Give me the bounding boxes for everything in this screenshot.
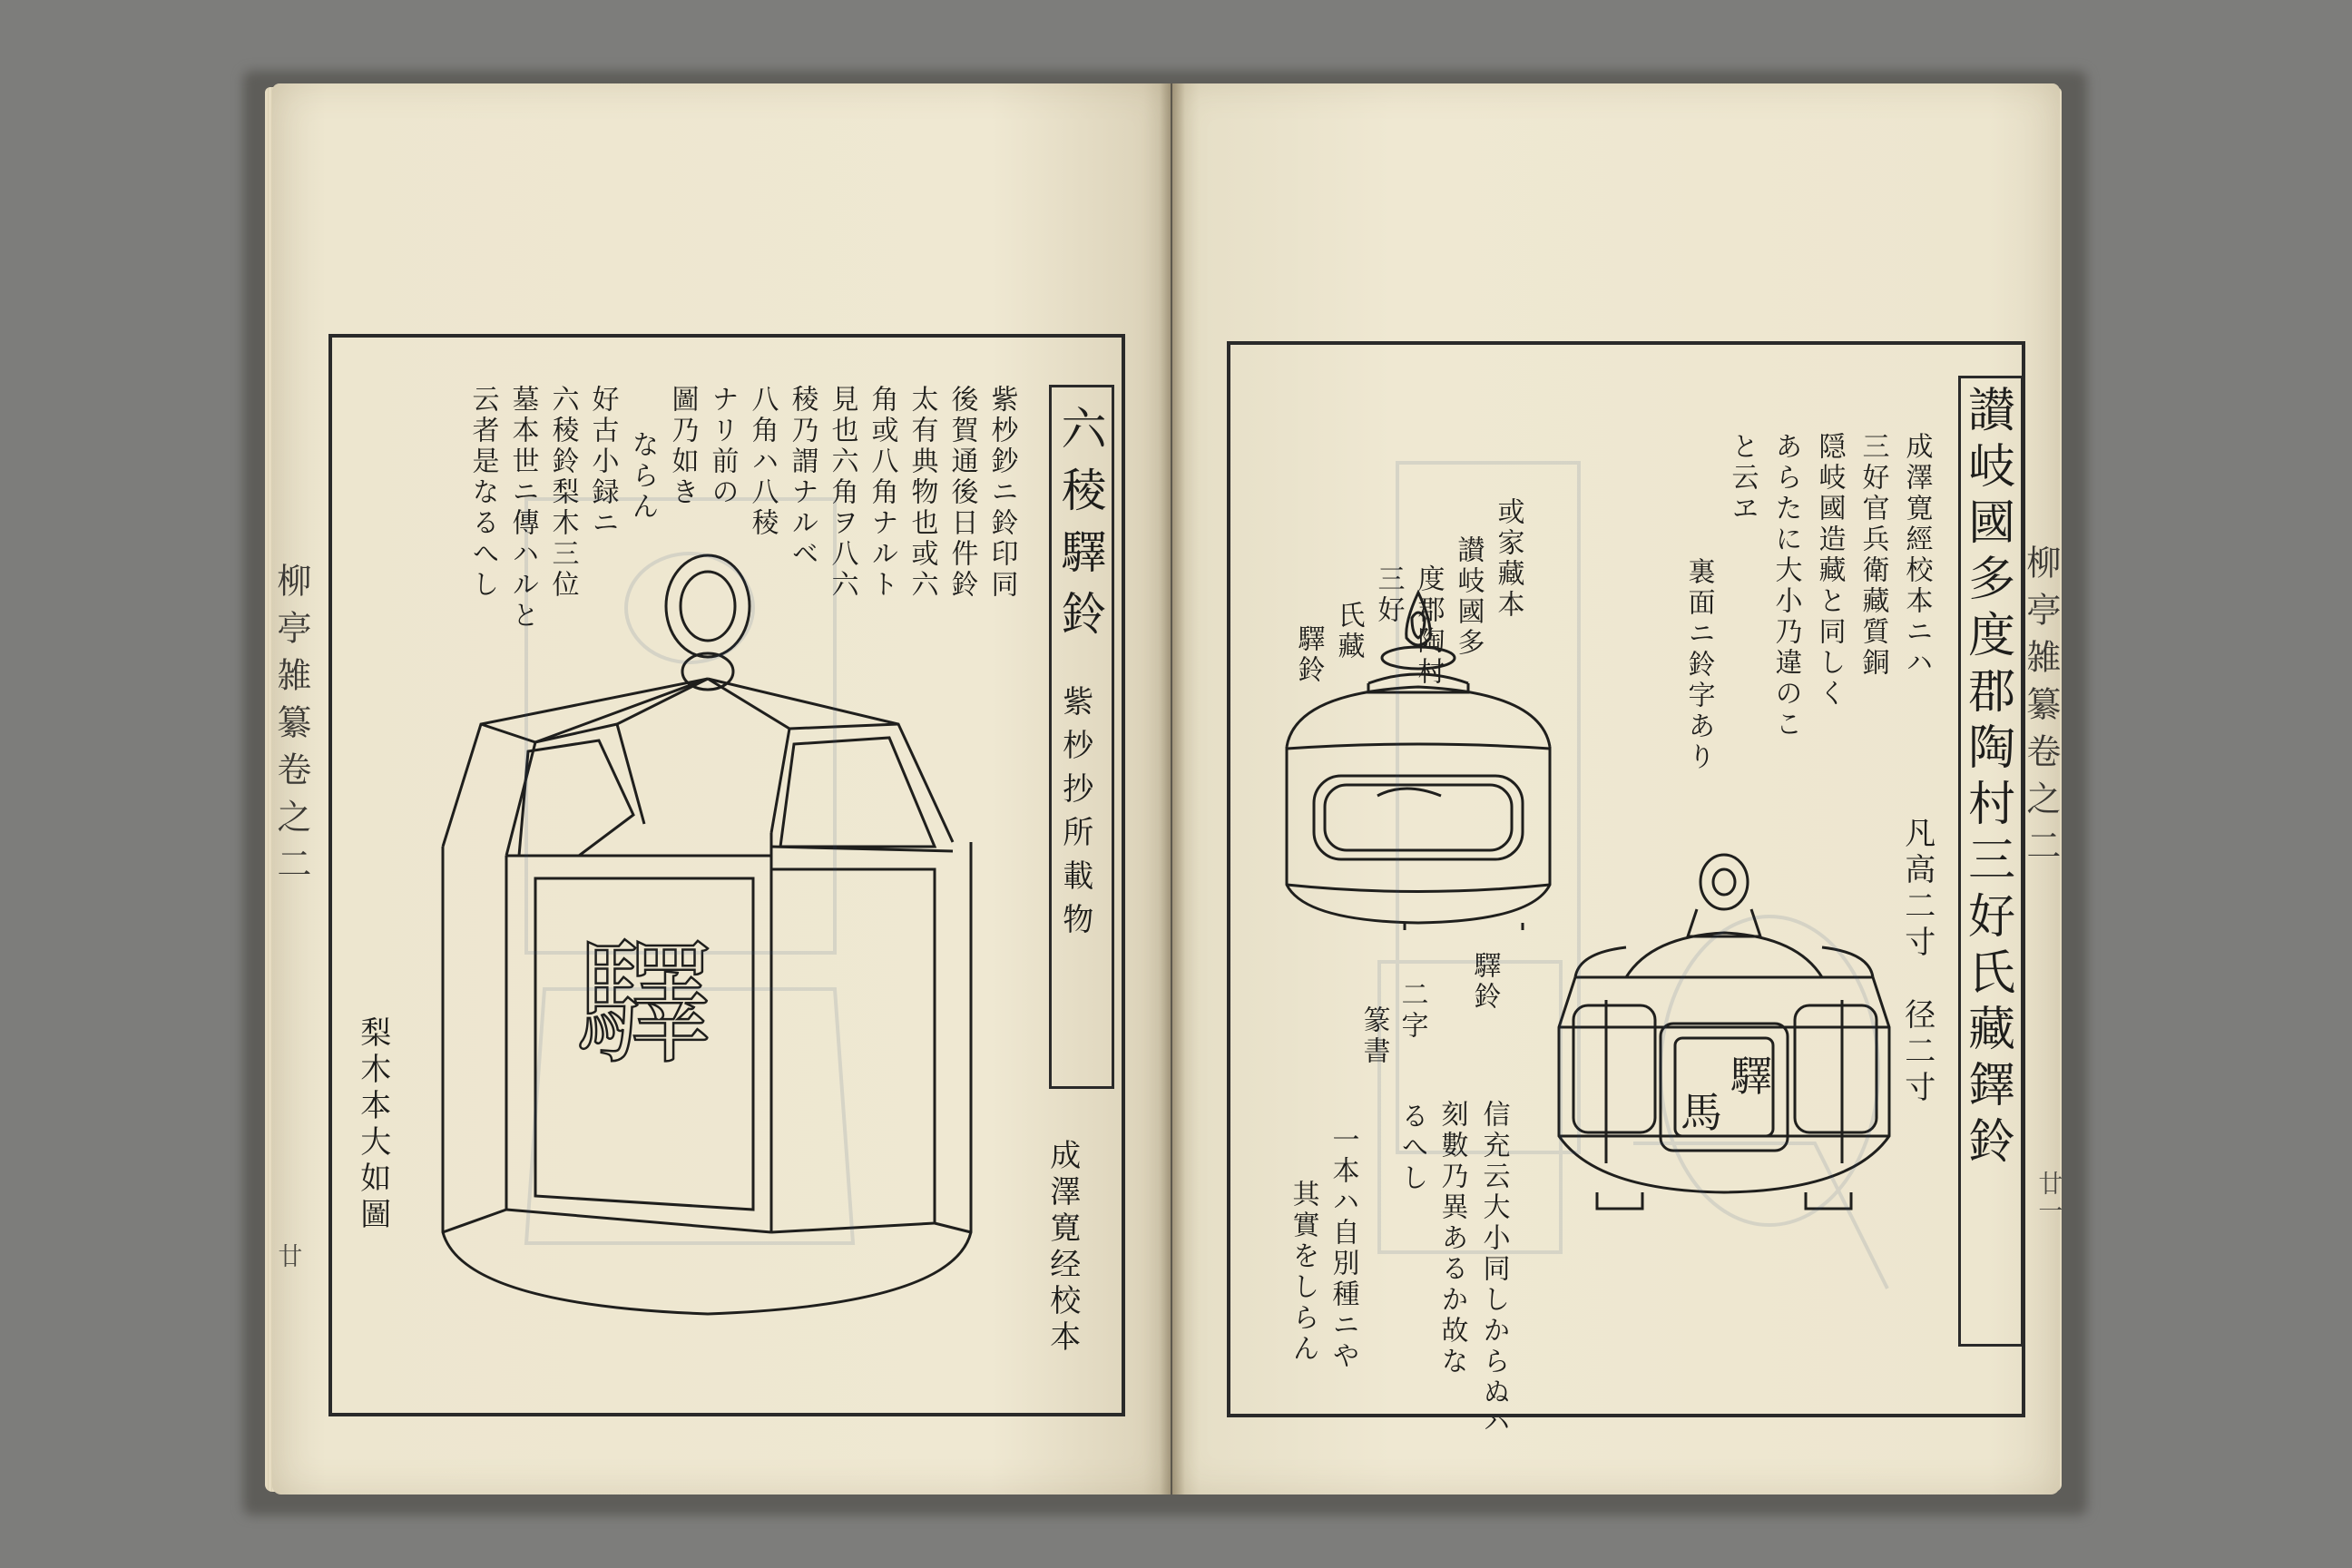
right-bottom-line: 其實をしらん xyxy=(1287,1180,1319,1365)
owner-note-line: 讃岐國多 xyxy=(1452,535,1485,659)
show-through-ghost-right xyxy=(1343,399,1960,1343)
left-text-line: 見也六角ヲ八六 xyxy=(826,385,858,601)
right-text-line: と云ヱ xyxy=(1726,432,1759,524)
left-bottom-note: 成澤寛经校本 xyxy=(1044,1139,1081,1357)
left-text-line: 墓本世ニ傳ハルと xyxy=(506,385,539,632)
left-text-line: 稜乃謂ナルベ xyxy=(786,385,818,570)
owner-note-line: 或家藏本 xyxy=(1492,497,1524,621)
owner-note-line: 驛鈴 xyxy=(1292,624,1325,686)
book-gutter xyxy=(1160,83,1185,1494)
seal-note-line: 二字 xyxy=(1396,980,1428,1042)
show-through-ghost-left xyxy=(508,426,889,1334)
right-bottom-line: るへし xyxy=(1396,1102,1428,1194)
left-title: 六稜驛鈴 xyxy=(1054,405,1107,652)
owner-note-line: 度郡陶村 xyxy=(1412,564,1445,688)
left-page-number: 廿 xyxy=(273,1243,302,1270)
bell-seal-glyph: 驛 xyxy=(575,926,713,1083)
owner-note-line: 氏藏 xyxy=(1332,601,1365,662)
left-text-line: 圖乃如き xyxy=(666,385,699,508)
left-text-line: ならん xyxy=(626,430,659,523)
seal-glyph-top: 驛 xyxy=(1730,1052,1772,1101)
right-bottom-line: 刻數乃異あるか故な xyxy=(1436,1100,1468,1377)
left-text-line: 好古小録ニ xyxy=(586,385,619,539)
left-text-line: 太有典物也或六 xyxy=(906,385,938,601)
left-subtitle: 紫杪抄所載物 xyxy=(1056,685,1093,946)
left-text-line: 紫杪鈔ニ鈴印同 xyxy=(985,385,1018,601)
right-text-line: 成澤寛經校本ニハ xyxy=(1900,432,1933,679)
left-text-line: 云者是なるへし xyxy=(466,385,499,601)
right-text-line: 隠岐國造藏と同しく xyxy=(1813,432,1846,710)
right-bottom-line: 信充云大小同しからぬハ xyxy=(1477,1100,1510,1439)
back-note: 裏面ニ鈴字あり xyxy=(1682,557,1715,773)
right-text-line: あらたに大小乃違のこ xyxy=(1769,432,1802,740)
seal-note-line: 驛鈴 xyxy=(1468,951,1501,1013)
right-page-number: 廿一 xyxy=(2034,1171,2063,1225)
left-text-line: 六稜鈴梨木三位 xyxy=(546,385,579,601)
left-text-line: 八角ハ八稜 xyxy=(746,385,779,539)
seal-note-line: 篆書 xyxy=(1357,1005,1390,1067)
left-text-line: 角或八角ナルト xyxy=(866,385,898,601)
left-spine-label: 柳亭雑纂卷之二 xyxy=(270,563,311,893)
right-title: 讃岐國多度郡陶村三好氏藏鐸鈴 xyxy=(1959,385,2014,1172)
size-note: 凡高二寸 径二寸 xyxy=(1898,817,1936,1107)
left-text-line: ナリ前の xyxy=(706,385,739,508)
seal-glyph-bottom: 馬 xyxy=(1681,1088,1722,1137)
right-text-line: 三好官兵衛藏質銅 xyxy=(1857,432,1889,679)
left-side-note: 梨木本大如圖 xyxy=(354,1016,391,1234)
right-spine-label: 柳亭雑纂卷之二 xyxy=(2020,544,2061,875)
owner-note-line: 三好 xyxy=(1372,564,1405,626)
left-text-line: 後賀通後日件鈴 xyxy=(946,385,978,601)
right-bottom-line: 一本ハ自別種ニや xyxy=(1327,1125,1359,1372)
